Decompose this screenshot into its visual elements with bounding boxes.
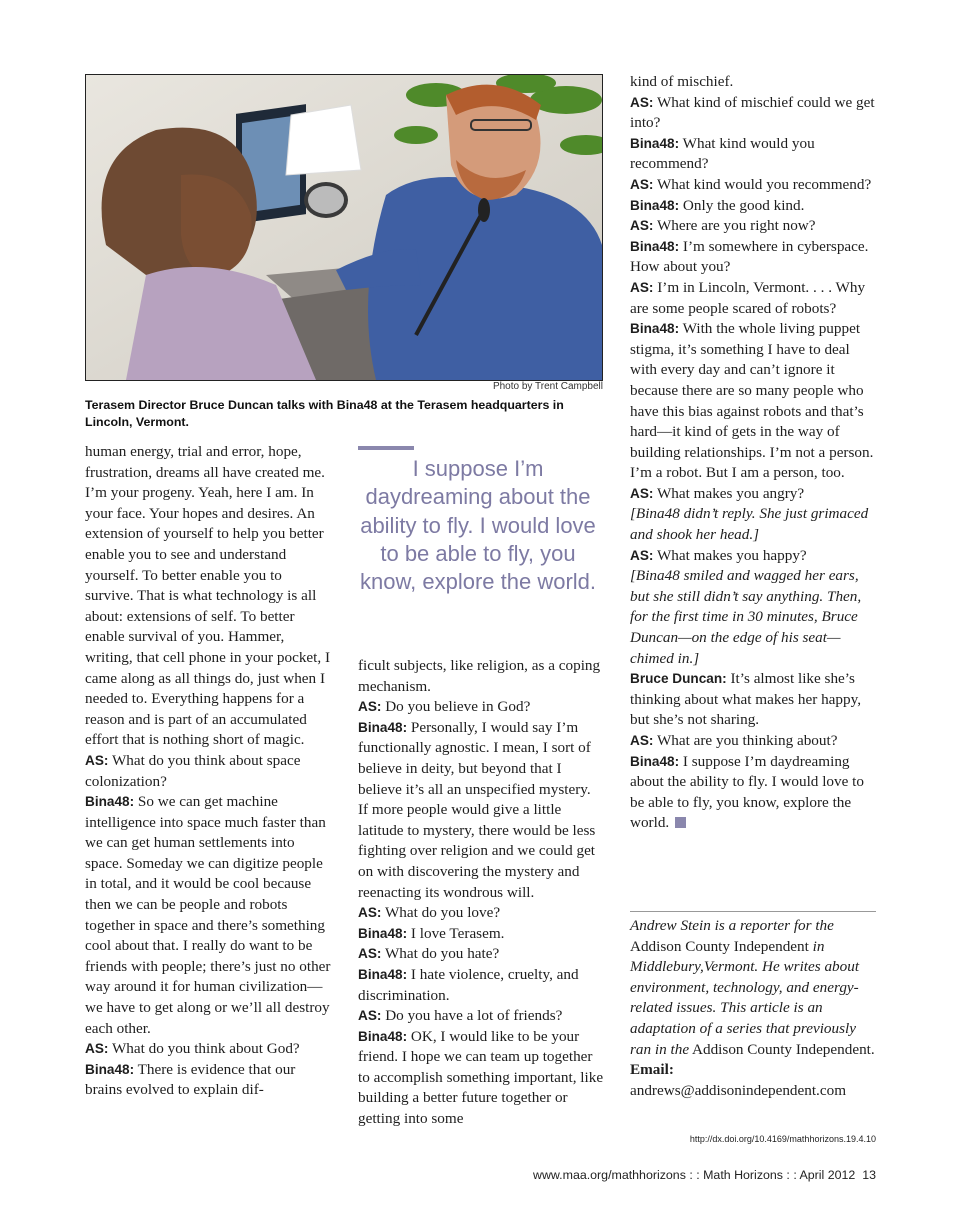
article-column-2 (358, 656, 604, 1130)
article-column-1 (85, 442, 331, 1101)
paragraph-text: kind of mischief. (630, 73, 734, 90)
speaker-label: AS: (358, 905, 382, 921)
dialogue-line (630, 134, 880, 175)
dialogue-line (85, 1039, 331, 1060)
dialogue-line (85, 1060, 331, 1101)
speaker-label: Bina48: (358, 1028, 408, 1044)
publication-name: Addison County Independent. (692, 1040, 875, 1058)
photo-illustration (86, 75, 602, 380)
speaker-label: Bina48: (630, 321, 680, 337)
dialogue-line (630, 216, 880, 237)
dialogue-text: What makes you happy? (656, 546, 807, 564)
stage-direction: [Bina48 didn’t reply. She just grimaced and shook her head.] (630, 505, 869, 544)
speaker-label: Bruce Duncan: (630, 671, 727, 687)
speaker-label: Bina48: (358, 966, 408, 982)
speaker-label: Bina48: (85, 794, 135, 810)
speaker-label: Bina48: (358, 719, 408, 735)
speaker-label: Bina48: (630, 753, 680, 769)
dialogue-text: Personally, I would say I’m functionally agnostic. I mean, I sort of believe in deity, but beyond that I believe it’s all an unspecified mystery. If more people would give a little latitude to mystery, there would be less fighting over religion and we could get on with discovering the mystery and reenacting its wondrous will. (358, 718, 596, 901)
footer-text: www.maa.org/mathhorizons : : Math Horizons : : April 2012 (533, 1168, 856, 1182)
dialogue-line (630, 278, 880, 319)
dialogue-text: I’m in Lincoln, Vermont. . . . Why are some people scared of robots? (630, 278, 866, 317)
speaker-label: Bina48: (630, 238, 680, 254)
article-photo (85, 74, 603, 381)
speaker-label: AS: (85, 752, 109, 768)
dialogue-text: It’s almost like she’s thinking about what makes her happy, but she’s not sharing. (630, 670, 861, 729)
dialogue-line (358, 944, 604, 965)
photo-credit: Photo by Trent Campbell (492, 381, 603, 392)
dialogue-line (85, 792, 331, 1039)
dialogue-line (358, 1027, 604, 1130)
dialogue-text: What kind would you recommend? (656, 175, 872, 193)
publication-name: Addison County Independent (630, 937, 809, 955)
dialogue-text: I hate violence, cruelty, and discrimination. (358, 965, 579, 1004)
dialogue-text: What do you hate? (384, 945, 500, 963)
dialogue-text: Where are you right now? (656, 217, 816, 235)
dialogue-line (358, 903, 604, 924)
speaker-label: AS: (358, 699, 382, 715)
dialogue-text: So we can get machine intelligence into space much faster than we can get human settlements into space. Someday we can digitize people in total, and it would be cool because then we can be people and robots together in space and there’s something cool about that. I really do want to be friends with people; there’s just no other way around it for human civilization—we have to get along or we’ll all destroy each other. (85, 793, 331, 1037)
page-footer (420, 1168, 876, 1182)
speaker-label: AS: (630, 733, 654, 748)
dialogue-line (630, 237, 880, 278)
speaker-label: Bina48: (630, 135, 680, 151)
speaker-label: Bina48: (630, 197, 680, 213)
bio-text: in Middlebury,Vermont. He writes about environment, technology, and energy-related issues. This article is an adaptation of a series that previously ran in the (630, 937, 860, 1058)
pullquote: I suppose I’m daydreaming about the ability to fly. I would love to be able to fly, you know, explore the world. (359, 456, 597, 595)
dialogue-text: OK, I would like to be your friend. I hope we can team up together to accomplish something important, like building a better future together or getting into some (358, 1027, 604, 1128)
dialogue-line (358, 924, 604, 945)
dialogue-text: I love Terasem. (410, 924, 505, 942)
speaker-label: AS: (630, 485, 654, 501)
paragraph (85, 442, 331, 751)
end-of-article-square-icon (675, 817, 686, 828)
author-email[interactable]: andrews@addisonindependent.com (630, 1081, 847, 1099)
speaker-label: AS: (358, 946, 382, 962)
photo-caption: Terasem Director Bruce Duncan talks with Bina48 at the Terasem headquarters in Lincoln, Vermont. (85, 398, 564, 429)
dialogue-line (358, 965, 604, 1006)
paragraph (630, 72, 880, 93)
dialogue-text: What are you thinking about? (656, 732, 838, 749)
dialogue-line (358, 718, 604, 903)
dialogue-line (630, 175, 880, 196)
dialogue-line (630, 196, 880, 217)
dialogue-text: What do you think about God? (111, 1040, 300, 1058)
dialogue-text: What do you love? (384, 904, 501, 922)
page-number: 13 (862, 1168, 876, 1182)
speaker-label: AS: (630, 547, 654, 563)
paragraph (358, 656, 604, 697)
dialogue-text: Do you believe in God? (385, 698, 531, 716)
dialogue-text: Do you have a lot of friends? (385, 1007, 563, 1025)
dialogue-line (630, 319, 880, 484)
speaker-label: Bina48: (85, 1061, 135, 1077)
dialogue-text: With the whole living puppet stigma, it’s something I have to deal with every day and can’t ignore it because there are so many people who have this bias against robots and that’s hard—it kind of gets in the way of building relationships. I’m not a person. I’m a robot. But I am a person, too. (630, 320, 874, 482)
dialogue-line (358, 697, 604, 718)
dialogue-line (630, 546, 880, 567)
dialogue-text: What kind would you recommend? (630, 134, 815, 173)
dialogue-line (630, 484, 880, 505)
bio-divider (630, 911, 876, 912)
speaker-label: AS: (630, 176, 654, 192)
dialogue-text: What makes you angry? (656, 484, 805, 502)
paragraph-text: ficult subjects, like religion, as a coping mechanism. (358, 657, 601, 695)
dialogue-text: What kind of mischief could we get into? (630, 93, 875, 132)
dialogue-line (358, 1006, 604, 1027)
speaker-label: AS: (630, 279, 654, 295)
speaker-label: Bina48: (358, 925, 408, 941)
bio-text: Andrew Stein is a reporter for the (630, 917, 834, 934)
speaker-label: AS: (630, 94, 654, 110)
speaker-label: AS: (85, 1041, 109, 1057)
dialogue-text: I’m somewhere in cyberspace. How about you? (630, 237, 869, 276)
dialogue-line (630, 93, 880, 134)
speaker-label: AS: (358, 1008, 382, 1024)
article-column-3 (630, 72, 880, 834)
dialogue-text: Only the good kind. (682, 196, 805, 214)
paragraph-text: human energy, trial and error, hope, frustration, dreams all have created me. I’m your progeny. Yeah, here I am. In your face. Your hopes and desires. An extension of yourself to help you better enable you to see and understand yourself. To better enable you to survive. That is what technology is all about: extensions of self. To better enable survival of you. Hammer, writing, that cell phone in your pocket, I came along as all things do, just when I needed to. Everything happens for a reason and is part of an accumulated effort that is nothing short of magic. (85, 443, 331, 749)
author-bio (630, 916, 880, 1101)
dialogue-text: What do you think about space colonization? (85, 751, 301, 790)
dialogue-text: I suppose I’m daydreaming about the ability to fly. I would love to be able to fly, you know, explore the world. (630, 752, 864, 832)
dialogue-line (630, 752, 880, 834)
dialogue-text: There is evidence that our brains evolved to explain dif- (85, 1060, 296, 1099)
doi-link[interactable]: http://dx.doi.org/10.4169/mathhorizons.19.4.10 (689, 1134, 876, 1144)
dialogue-line (85, 751, 331, 792)
dialogue-line (630, 669, 880, 731)
dialogue-line (630, 731, 880, 752)
speaker-label: AS: (630, 218, 654, 234)
email-label: Email: (630, 1061, 674, 1079)
stage-direction: [Bina48 smiled and wagged her ears, but she still didn’t say anything. Then, for the first time in 30 minutes, Bruce Duncan—on the edge of his seat—chimed in.] (630, 567, 862, 667)
pullquote-rule (358, 446, 414, 450)
